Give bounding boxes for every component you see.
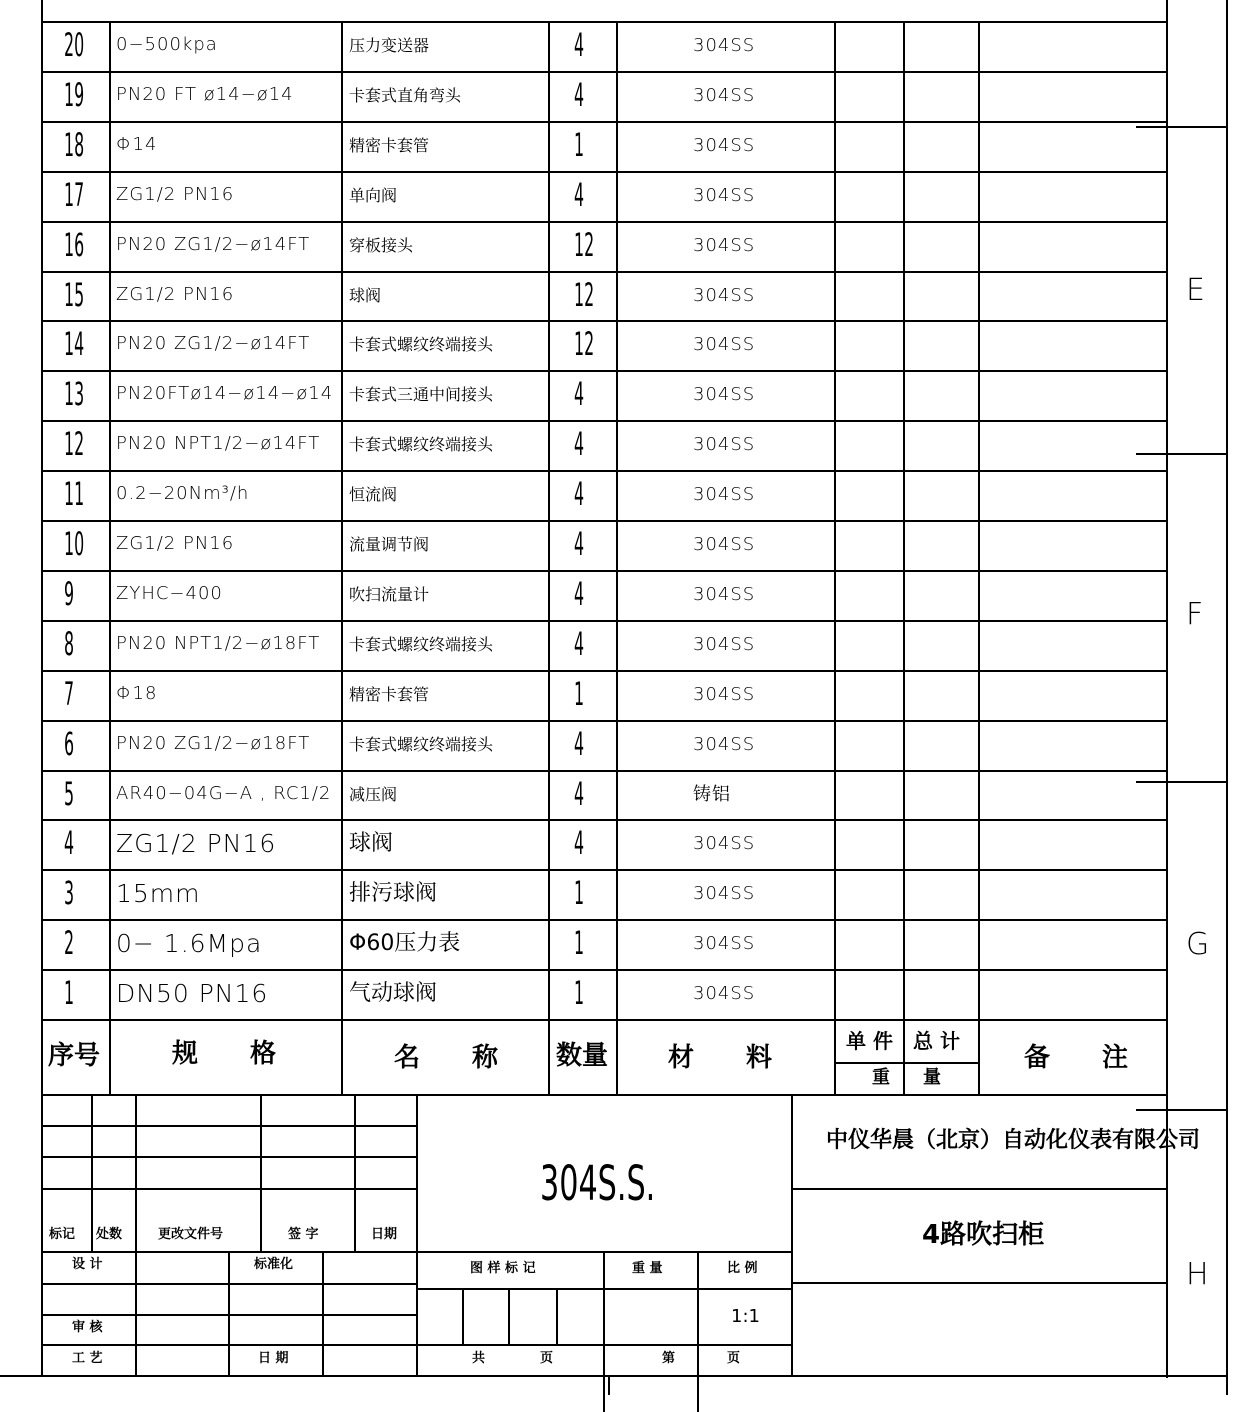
- row-line: [41, 171, 1166, 173]
- row-material: 304SS: [693, 833, 756, 855]
- row-spec: 0−500kpa: [116, 34, 218, 55]
- label-weight: 重 量: [632, 1261, 663, 1276]
- row-line: [41, 620, 1166, 622]
- row-line: [41, 570, 1166, 572]
- row-name: 卡套式直角弯头: [349, 85, 462, 105]
- label-mark: 标记: [49, 1227, 76, 1242]
- row-material: 304SS: [693, 84, 756, 106]
- row-quantity: 12: [574, 325, 595, 364]
- row-name: 单向阀: [349, 185, 398, 205]
- company-line: [791, 1282, 1166, 1284]
- row-quantity: 4: [574, 425, 585, 464]
- label-page-no: 第: [662, 1351, 676, 1366]
- signoff-col: [416, 1251, 418, 1375]
- row-line: [41, 670, 1166, 672]
- header-total-weight: 总 计: [913, 1029, 960, 1053]
- row-name: 流量调节阀: [349, 535, 430, 554]
- sheet-border-right: [1166, 0, 1168, 1378]
- header-weight-b: 量: [923, 1067, 941, 1088]
- zone-label: F: [1186, 597, 1204, 632]
- signoff-col: [135, 1251, 137, 1375]
- row-number: 16: [64, 225, 85, 264]
- row-quantity: 4: [574, 26, 585, 64]
- row-number: 1: [64, 974, 75, 1013]
- row-number: 20: [64, 26, 85, 64]
- row-name: 吹扫流量计: [349, 584, 430, 604]
- row-number: 14: [64, 325, 85, 364]
- row-quantity: 4: [574, 475, 585, 514]
- row-name: 穿板接头: [349, 235, 414, 255]
- row-material: 304SS: [693, 384, 756, 406]
- zone-tick: [1136, 781, 1228, 783]
- row-material: 304SS: [693, 733, 756, 755]
- row-quantity: 4: [574, 774, 585, 813]
- row-name: 恒流阀: [349, 485, 398, 505]
- row-quantity: 4: [574, 574, 585, 613]
- row-spec: 15mm: [116, 879, 201, 909]
- row-spec: PN20 ZG1/2−ø14FT: [116, 333, 311, 355]
- row-spec: Φ14: [116, 133, 158, 155]
- header-remark: 备 注: [1024, 1043, 1129, 1073]
- label-sign: 签 字: [288, 1227, 319, 1242]
- row-quantity: 1: [574, 874, 585, 913]
- col-line: [978, 21, 980, 1095]
- row-quantity: 4: [574, 724, 585, 763]
- row-material: 304SS: [693, 983, 756, 1005]
- row-material: 304SS: [693, 334, 756, 356]
- signoff-col: [322, 1251, 324, 1375]
- row-material: 304SS: [693, 35, 756, 56]
- row-name: 球阀: [349, 285, 382, 305]
- row-line: [41, 370, 1166, 372]
- row-material: 304SS: [693, 134, 756, 156]
- zone-tick: [1136, 126, 1228, 128]
- row-name: Φ60压力表: [349, 931, 461, 957]
- middle-col: [508, 1288, 510, 1346]
- row-number: 9: [64, 574, 75, 613]
- row-quantity: 4: [574, 75, 585, 114]
- row-spec: DN50 PN16: [116, 979, 269, 1009]
- row-line: [41, 720, 1166, 722]
- row-line: [41, 121, 1166, 123]
- row-quantity: 4: [574, 525, 585, 563]
- revision-col: [135, 1094, 137, 1253]
- middle-col: [697, 1251, 699, 1344]
- row-number: 18: [64, 125, 85, 164]
- row-name: 卡套式三通中间接头: [349, 385, 494, 405]
- zone-divider: [608, 1377, 610, 1395]
- row-quantity: 1: [574, 924, 585, 963]
- col-line: [109, 21, 111, 1095]
- col-line: [903, 21, 905, 1095]
- row-name: 压力变送器: [349, 36, 430, 55]
- company-line: [791, 1188, 1166, 1190]
- row-line: [41, 320, 1166, 322]
- revision-col: [416, 1094, 418, 1253]
- row-number: 5: [64, 774, 75, 813]
- row-material: 304SS: [693, 683, 756, 705]
- label-process: 工 艺: [72, 1351, 103, 1366]
- row-line: [41, 869, 1166, 871]
- row-spec: PN20 NPT1/2−ø18FT: [116, 632, 321, 654]
- middle-right-col: [791, 1094, 793, 1375]
- row-line: [41, 271, 1166, 273]
- row-number: 15: [64, 275, 85, 314]
- label-page-b: 页: [727, 1351, 741, 1366]
- row-material: 304SS: [693, 883, 756, 905]
- row-number: 17: [64, 175, 85, 214]
- row-quantity: 4: [574, 375, 585, 414]
- label-date: 日期: [371, 1227, 398, 1242]
- row-quantity: 4: [574, 824, 585, 863]
- label-date-2: 日 期: [258, 1351, 289, 1366]
- row-line: [41, 470, 1166, 472]
- zone-tick: [1136, 453, 1228, 455]
- row-spec: Φ18: [116, 682, 158, 704]
- sheet-border-bottom: [0, 1375, 1228, 1377]
- header-spec: 规 格: [172, 1039, 277, 1069]
- signoff-col: [228, 1251, 230, 1375]
- middle-col: [462, 1288, 464, 1346]
- revision-col: [41, 1094, 43, 1253]
- label-review: 审 核: [72, 1320, 103, 1335]
- middle-col: [556, 1288, 558, 1346]
- row-spec: PN20 NPT1/2−ø14FT: [116, 433, 321, 455]
- zone-label: E: [1186, 273, 1205, 308]
- row-number: 3: [64, 874, 75, 913]
- row-line: [41, 919, 1166, 921]
- row-number: 13: [64, 375, 85, 414]
- row-spec: ZG1/2 PN16: [116, 533, 235, 554]
- header-number: 序号: [48, 1041, 101, 1071]
- row-spec: PN20 ZG1/2−ø18FT: [116, 732, 311, 754]
- col-line: [834, 21, 836, 1095]
- label-design: 设 计: [72, 1257, 103, 1272]
- zone-tick: [1136, 1109, 1228, 1111]
- row-spec: ZG1/2 PN16: [116, 183, 235, 205]
- row-line: [41, 819, 1166, 821]
- row-material: 304SS: [693, 633, 756, 655]
- row-number: 19: [64, 75, 85, 114]
- label-count: 处数: [96, 1227, 123, 1242]
- label-standard: 标准化: [254, 1257, 294, 1272]
- row-number: 6: [64, 724, 75, 763]
- row-name: 精密卡套管: [349, 684, 430, 704]
- row-quantity: 12: [574, 275, 595, 314]
- row-material: 304SS: [693, 534, 756, 555]
- material-title: 304S.S.: [540, 1156, 656, 1212]
- row-spec: AR40−04G−A , RC1/2: [116, 782, 332, 804]
- row-material: 304SS: [693, 434, 756, 456]
- row-name: 精密卡套管: [349, 135, 430, 155]
- label-total-pages: 共: [472, 1351, 486, 1366]
- zone-label: H: [1186, 1257, 1209, 1292]
- row-material: 304SS: [693, 484, 756, 506]
- zone-label: G: [1186, 927, 1210, 962]
- header-bottom-line: [41, 1094, 1166, 1096]
- row-number: 11: [64, 475, 85, 514]
- row-line: [41, 1019, 1166, 1021]
- col-line: [616, 21, 618, 1095]
- row-material: 304SS: [693, 234, 756, 256]
- row-spec: PN20 ZG1/2−ø14FT: [116, 233, 311, 255]
- row-number: 12: [64, 425, 85, 464]
- row-line: [41, 520, 1166, 522]
- row-material: 304SS: [693, 284, 756, 306]
- company-name: 中仪华晨（北京）自动化仪表有限公司: [826, 1128, 1201, 1153]
- row-name: 减压阀: [349, 784, 398, 804]
- row-name: 球阀: [349, 831, 394, 857]
- middle-col: [603, 1251, 605, 1375]
- row-line: [41, 221, 1166, 223]
- label-change-doc: 更改文件号: [158, 1227, 224, 1242]
- header-name: 名 称: [394, 1043, 499, 1073]
- header-weight-a: 重: [872, 1067, 890, 1088]
- revision-col: [260, 1094, 262, 1253]
- row-quantity: 1: [574, 125, 585, 164]
- drawing-name: 4路吹扫柜: [922, 1220, 1045, 1250]
- row-material: 304SS: [693, 933, 756, 955]
- row-quantity: 1: [574, 974, 585, 1013]
- row-quantity: 12: [574, 225, 595, 264]
- row-quantity: 4: [574, 624, 585, 663]
- header-quantity: 数量: [556, 1041, 609, 1071]
- revision-line: [41, 1156, 416, 1158]
- header-unit-weight: 单 件: [846, 1029, 893, 1053]
- row-spec: ZYHC−400: [116, 582, 223, 604]
- row-name: 排污球阀: [349, 881, 438, 907]
- row-number: 4: [64, 824, 75, 863]
- row-line: [41, 21, 1166, 23]
- scale-value: 1:1: [731, 1306, 760, 1327]
- row-spec: 0− 1.6Mpa: [116, 929, 263, 959]
- row-spec: 0.2−20Nm³/h: [116, 483, 250, 505]
- row-name: 卡套式螺纹终端接头: [349, 435, 494, 455]
- row-name: 气动球阀: [349, 981, 438, 1007]
- revision-line: [41, 1125, 416, 1127]
- row-material: 铸铝: [693, 783, 731, 805]
- label-sample-mark: 图 样 标 记: [470, 1261, 536, 1276]
- col-line: [341, 21, 343, 1095]
- row-name: 卡套式螺纹终端接头: [349, 734, 494, 754]
- row-name: 卡套式螺纹终端接头: [349, 634, 494, 654]
- row-line: [41, 420, 1166, 422]
- row-spec: ZG1/2 PN16: [116, 283, 235, 305]
- row-line: [41, 969, 1166, 971]
- row-line: [41, 71, 1166, 73]
- header-material: 材 料: [668, 1043, 773, 1073]
- row-number: 2: [64, 924, 75, 963]
- frame-right: [1226, 0, 1228, 1395]
- row-number: 10: [64, 525, 85, 563]
- row-quantity: 1: [574, 674, 585, 713]
- row-number: 8: [64, 624, 75, 663]
- label-page-a: 页: [540, 1351, 554, 1366]
- row-spec: PN20FTø14−ø14−ø14: [116, 383, 334, 405]
- row-number: 7: [64, 674, 75, 713]
- row-line: [41, 770, 1166, 772]
- row-material: 304SS: [693, 184, 756, 206]
- row-name: 卡套式螺纹终端接头: [349, 335, 494, 355]
- col-line: [548, 21, 550, 1095]
- revision-line: [41, 1188, 416, 1190]
- revision-col: [354, 1094, 356, 1253]
- weight-sub-line: [834, 1062, 978, 1064]
- row-quantity: 4: [574, 175, 585, 214]
- revision-col: [91, 1094, 93, 1253]
- label-scale: 比 例: [727, 1261, 758, 1276]
- row-spec: ZG1/2 PN16: [116, 829, 277, 859]
- row-spec: PN20 FT ø14−ø14: [116, 83, 294, 105]
- row-material: 304SS: [693, 583, 756, 605]
